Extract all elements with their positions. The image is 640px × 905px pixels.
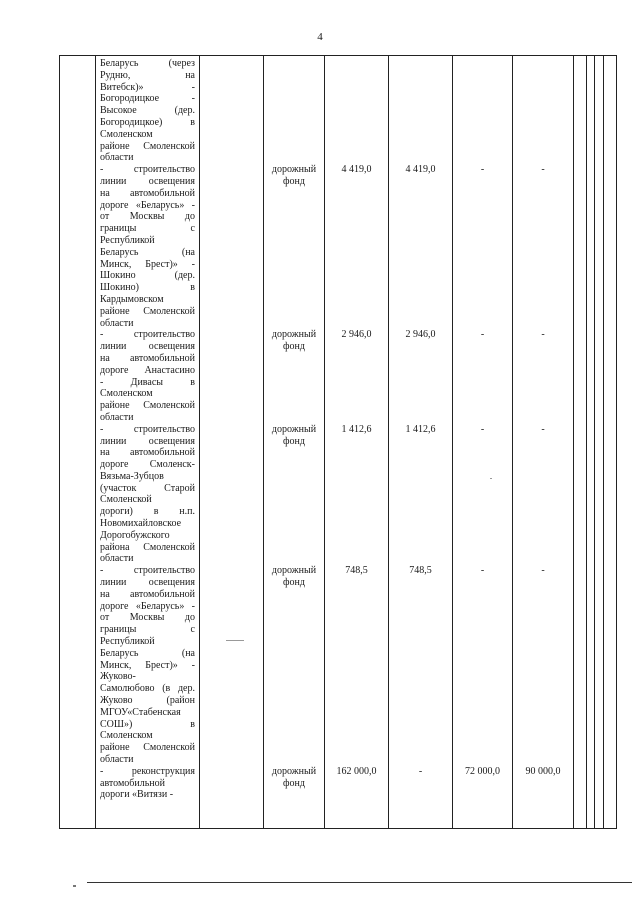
description-line: (участок Старой <box>100 482 195 494</box>
year-1-amount: 1 412,6 <box>405 423 436 435</box>
year-3-amount: - <box>541 423 545 435</box>
description-line: области <box>100 152 134 164</box>
description-line: района Смоленской <box>100 541 195 553</box>
description-line: дороге Смоленск- <box>100 459 195 471</box>
description-line: Шокино (дер. <box>100 270 195 282</box>
description-line: - строительство <box>100 164 195 176</box>
executor-cell <box>200 56 264 829</box>
description-line: области <box>100 411 134 423</box>
measure-description-cell <box>96 56 200 829</box>
description-line: дороге «Беларусь» - <box>100 600 195 612</box>
description-line: границы с <box>100 223 195 235</box>
total-amount: 2 946,0 <box>341 329 372 341</box>
table-row <box>60 56 617 829</box>
description-line: Кардымовском <box>100 293 164 305</box>
scan-artifact <box>226 640 244 641</box>
total-amount: 4 419,0 <box>341 164 372 176</box>
description-line: от Москвы до <box>100 612 195 624</box>
description-line: Смоленском <box>100 128 153 140</box>
description-line: области <box>100 754 134 766</box>
description-line: дороге «Беларусь» - <box>100 199 195 211</box>
scan-artifact <box>490 478 492 479</box>
description-line: линии освещения <box>100 577 195 589</box>
year-2-amount-cell <box>453 56 513 829</box>
total-amount: 1 412,6 <box>341 423 372 435</box>
funding-source: дорожный фонд <box>271 565 317 589</box>
total-amount-cell <box>325 56 389 829</box>
year-2-amount: - <box>480 164 485 176</box>
description-line: МГОУ«Стабенская <box>100 706 181 718</box>
empty-cell <box>604 56 617 829</box>
measure-description-list <box>100 58 195 801</box>
description-line: на автомобильной <box>100 352 195 364</box>
year-1-amount-cell <box>389 56 453 829</box>
total-amount: 748,5 <box>345 565 368 577</box>
year-2-amount: - <box>480 565 485 577</box>
description-line: Минск, Брест)» - <box>100 659 195 671</box>
description-line: Богородицкое - <box>100 93 195 105</box>
description-line: области <box>100 553 134 565</box>
description-line: на автомобильной <box>100 447 195 459</box>
measure-description <box>100 164 195 329</box>
year-1-amount: 2 946,0 <box>405 329 436 341</box>
description-line: - строительство <box>100 565 195 577</box>
description-line: автомобильной <box>100 777 165 789</box>
year-3-amount: - <box>541 329 545 341</box>
description-line: дороге Анастасино <box>100 364 195 376</box>
funding-source-cell <box>264 56 325 829</box>
description-line: Беларусь (через <box>100 58 195 69</box>
description-line: дороги) в н.п. <box>100 506 195 518</box>
description-line: районе Смоленской <box>100 305 195 317</box>
description-line: СОШ») в <box>100 718 195 730</box>
description-line: Дорогобужского <box>100 529 170 541</box>
funding-source: дорожный фонд <box>271 329 317 353</box>
description-line: - строительство <box>100 423 195 435</box>
funding-source: дорожный фонд <box>271 423 317 447</box>
description-line: линии освещения <box>100 175 195 187</box>
year-2-amount: - <box>480 329 485 341</box>
description-line: - строительство <box>100 329 195 341</box>
year-2-amount: - <box>480 423 485 435</box>
description-line: области <box>100 317 134 329</box>
empty-cell <box>574 56 587 829</box>
footer-rule <box>87 882 632 883</box>
description-line: Смоленской <box>100 494 152 506</box>
description-line: Минск, Брест)» - <box>100 258 195 270</box>
description-line: на автомобильной <box>100 588 195 600</box>
description-line: районе Смоленской <box>100 140 195 152</box>
description-line: Богородицкое) в <box>100 116 195 128</box>
description-line: дороги «Витязи - <box>100 789 174 801</box>
program-measures-table <box>59 55 617 829</box>
year-2-amount: 72 000,0 <box>465 766 500 777</box>
measure-description <box>100 329 195 423</box>
funding-source: дорожный фонд <box>271 164 317 187</box>
description-line: от Москвы до <box>100 211 195 223</box>
page-number: 4 <box>317 31 323 43</box>
total-amount: 162 000,0 <box>336 766 377 777</box>
measure-description <box>100 766 195 801</box>
year-3-amount: - <box>541 164 545 176</box>
description-line: Республикой <box>100 234 155 246</box>
description-line: Беларусь (на <box>100 246 195 258</box>
description-line: Вязьма-Зубцов <box>100 470 164 482</box>
description-line: Смоленском <box>100 730 153 742</box>
description-line: Республикой <box>100 636 155 648</box>
description-line: на автомобильной <box>100 187 195 199</box>
description-line: - реконструкция <box>100 765 195 777</box>
description-line: Витебск)» - <box>100 81 195 93</box>
description-line: линии освещения <box>100 435 195 447</box>
year-3-amount-cell <box>513 56 574 829</box>
description-line: - Дивасы в <box>100 376 195 388</box>
description-line: Новомихайловское <box>100 518 182 530</box>
empty-cell <box>595 56 604 829</box>
description-line: Высокое (дер. <box>100 105 195 117</box>
year-3-amount: 90 000,0 <box>525 766 561 777</box>
year-1-amount: - <box>418 766 423 777</box>
empty-cell <box>587 56 595 829</box>
description-line: районе Смоленской <box>100 400 195 412</box>
measure-description <box>100 565 195 766</box>
year-1-amount: 4 419,0 <box>405 164 436 176</box>
year-1-amount: 748,5 <box>409 565 432 577</box>
year-3-amount: - <box>541 565 545 577</box>
description-line: границы с <box>100 624 195 636</box>
description-line: Самолюбово (в дер. <box>100 683 195 695</box>
description-line: Беларусь (на <box>100 647 195 659</box>
description-line: районе Смоленской <box>100 742 195 754</box>
description-line: Шокино) в <box>100 282 195 294</box>
measure-description <box>100 58 195 164</box>
funding-source: дорожный фонд <box>271 766 317 789</box>
description-line: Жуково- <box>100 671 136 683</box>
description-line: Смоленском <box>100 388 153 400</box>
description-line: Жуково (район <box>100 695 195 707</box>
scan-artifact <box>73 885 76 887</box>
measure-description <box>100 424 195 566</box>
description-line: линии освещения <box>100 341 195 353</box>
row-number-cell <box>60 56 96 829</box>
description-line: Рудню, на <box>100 69 195 81</box>
